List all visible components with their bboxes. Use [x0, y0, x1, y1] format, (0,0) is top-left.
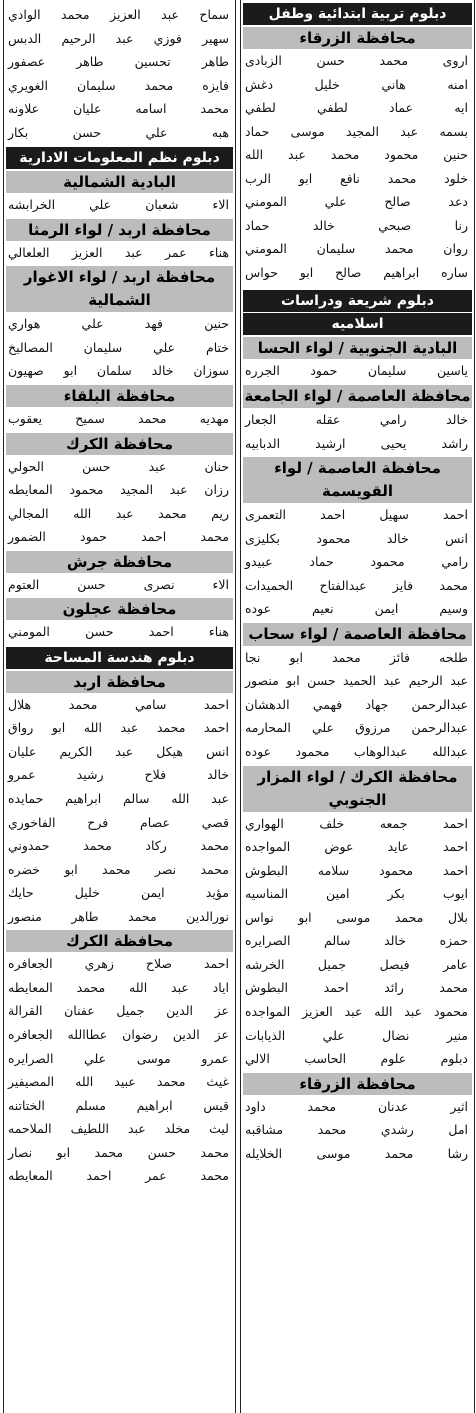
graduate-name: احمد سامي محمد هلال: [8, 696, 229, 712]
graduate-name: عبدالرحمن مرزوق علي المحارمه: [245, 720, 468, 736]
program-header-continued: اسلاميه: [243, 313, 472, 335]
graduate-name: عبد الله سالم ابراهيم حمايده: [8, 791, 229, 807]
graduate-name: طلحه فائز محمد ابو نجا: [245, 649, 468, 665]
graduate-name: سماح عبد العزيز محمد الوادي: [8, 7, 229, 22]
graduate-name: محمد رائد احمد البطوش: [245, 980, 468, 996]
region-header: محافظة الكرك: [6, 930, 233, 952]
graduate-name: مؤيد ايمن خليل حايك: [8, 885, 229, 901]
graduate-name: دبلوم علوم الحاسب الالي: [245, 1051, 468, 1067]
graduate-name: هبه علي حسن بكار: [8, 124, 229, 140]
graduate-name: محمد حسن محمد ابو نصار: [8, 1144, 229, 1160]
graduate-name: حمزه خالد سالم الصرايره: [245, 933, 468, 949]
graduate-name: ختام علي سليمان المصاليخ: [8, 339, 229, 355]
graduate-name: وسيم ايمن نعيم عوده: [245, 601, 468, 617]
graduate-name: عبدالرحمن جهاد فهمي الدهشان: [245, 696, 468, 712]
graduate-name: عبد الرحيم عبد الحميد حسن ابو منصور: [245, 673, 468, 689]
graduate-name: احمد عايد عوض المواجده: [245, 839, 468, 855]
region-header: محافظة الكرك: [6, 433, 233, 455]
graduate-name: اثير عدنان محمد داود: [245, 1098, 468, 1114]
graduate-name: انس هيكل عبد الكريم عليان: [8, 743, 229, 759]
graduate-name: محمد احمد حمود الضمور: [8, 529, 229, 545]
name-list: [4, 455, 235, 549]
name-list: [4, 407, 235, 431]
region-header: محافظة الزرقاء: [243, 27, 472, 49]
region-header: البادية الشمالية: [6, 171, 233, 193]
region-header: محافظة الكرك / لواء المزار الجنوبي: [243, 766, 472, 812]
graduate-name: اروى محمد حسن الزبادى: [245, 53, 468, 68]
graduate-name: نورالدين محمد طاهر منصور: [8, 908, 229, 924]
right-column: [240, 0, 475, 1413]
program-header: دبلوم نظم المعلومات الادارية: [6, 147, 233, 169]
graduate-name: بلال محمد موسى ابو نواس: [245, 909, 468, 925]
region-header: محافظة العاصمة / لواء الجامعة: [243, 385, 472, 408]
graduate-name: محمد ركاد محمد حمدوني: [8, 838, 229, 854]
graduate-name: حنين فهد علي هواري: [8, 316, 229, 332]
left-column: [3, 0, 236, 1413]
graduate-name: هناء عمر عبد العزيز العلعالي: [8, 244, 229, 260]
name-list: [4, 693, 235, 928]
graduate-name: بسمه عبد المجيد موسى حماد: [245, 123, 468, 139]
name-list: [4, 573, 235, 597]
name-list: [4, 620, 235, 644]
graduate-name: قصي عصام فرح الفاخوري: [8, 814, 229, 830]
region-header: محافظة العاصمة / لواء سحاب: [243, 623, 472, 646]
name-list: [241, 1095, 474, 1166]
graduate-name: امنه هاني خليل دغش: [245, 76, 468, 92]
name-list: [241, 646, 474, 764]
name-list: [4, 3, 235, 144]
region-header: محافظة جرش: [6, 551, 233, 573]
name-list: [241, 812, 474, 1071]
graduate-name: ايوب بكر امين المناسيه: [245, 886, 468, 902]
graduate-name: عز الدين رضوان عطاالله الجعافره: [8, 1026, 229, 1042]
graduate-name: الاء نصرى حسن العتوم: [8, 576, 229, 592]
graduate-name: سهير فوزي عبد الرحيم الدبس: [8, 30, 229, 46]
graduate-name: رامي محمود حماد عبيدو: [245, 554, 468, 570]
graduate-name: غيث محمد عبيد الله المصيفير: [8, 1074, 229, 1090]
graduate-name: طاهر تحسين طاهر عصفور: [8, 54, 229, 70]
graduate-name: حنين محمود محمد عبد الله: [245, 147, 468, 163]
graduate-name: محمود عبد الله عبد العزيز المواجده: [245, 1003, 468, 1019]
graduate-name: قيس ابراهيم مسلم الختاتنه: [8, 1097, 229, 1113]
program-header: دبلوم تربية ابتدائية وطفل: [243, 3, 472, 25]
graduate-name: هناء احمد حسن المومني: [8, 624, 229, 640]
graduate-name: احمد جمعه خلف الهواري: [245, 815, 468, 831]
graduate-name: عز الدين جميل عفنان القرالة: [8, 1003, 229, 1019]
graduate-name: دعد صالح علي المومني: [245, 194, 468, 210]
graduate-name: رنا صبحي خالد حماد: [245, 217, 468, 233]
graduate-name: احمد محمود سلامه البطوش: [245, 862, 468, 878]
graduate-name: ريم محمد عبد الله المجالي: [8, 505, 229, 521]
graduate-name: منير نضال علي الذيابات: [245, 1027, 468, 1043]
graduate-name: ساره ابراهيم صالح ابو حواس: [245, 264, 468, 280]
region-header: محافظة الزرقاء: [243, 1073, 472, 1095]
region-header: محافظة العاصمة / لواء القويسمة: [243, 457, 472, 503]
graduate-name: محمد فايز عبدالفتاح الحميدات: [245, 577, 468, 593]
region-header: محافظة اربد / لواء الرمثا: [6, 219, 233, 241]
graduate-name: محمد عمر احمد المعايطه: [8, 1168, 229, 1184]
graduate-name: امل رشدي محمد مشاقبه: [245, 1122, 468, 1138]
name-list: [4, 193, 235, 217]
graduate-name: ياسين سليمان حمود الجرره: [245, 363, 468, 379]
name-list: [4, 312, 235, 383]
graduate-name: خلود محمد نافع ابو الرب: [245, 170, 468, 186]
program-header: دبلوم شريعة ودراسات: [243, 290, 472, 312]
name-list: [241, 503, 474, 621]
graduate-name: فايزه محمد سليمان الغويري: [8, 77, 229, 93]
graduate-name: اياد عبد الله محمد المعايطه: [8, 979, 229, 995]
region-header: محافظة اربد / لواء الاغوار الشمالية: [6, 266, 233, 312]
graduate-name: راشد يحيى ارشيد الدبابيه: [245, 435, 468, 451]
name-list: [241, 408, 474, 455]
graduate-name: محمد نصر محمد ابو خضره: [8, 861, 229, 877]
graduate-name: مهديه محمد سميح يعقوب: [8, 411, 229, 427]
graduate-name: خالد رامي عقله الجعار: [245, 412, 468, 428]
region-header: محافظة عجلون: [6, 598, 233, 620]
name-list: [241, 49, 474, 284]
graduate-name: احمد صلاح زهري الجعافره: [8, 956, 229, 972]
graduate-name: عبدالله عبدالوهاب محمود عوده: [245, 744, 468, 760]
name-list: [241, 359, 474, 383]
graduate-name: رزان عبد المجيد محمود المعايطه: [8, 482, 229, 498]
graduate-name: احمد سهيل احمد التعمرى: [245, 507, 468, 523]
region-header: البادية الجنوبية / لواء الحسا: [243, 337, 472, 359]
graduate-name: حنان عبد حسن الحولي: [8, 458, 229, 474]
graduate-name: انس خالد محمود بكليزى: [245, 530, 468, 546]
graduate-name: خالد فلاح رشيد عمرو: [8, 767, 229, 783]
graduate-name: سوزان خالد سلمان ابو صهيون: [8, 363, 229, 379]
graduate-name: عامر فيصل جميل الخرشه: [245, 956, 468, 972]
graduate-name: ايه عماد لطفي لطفي: [245, 100, 468, 116]
region-header: محافظة اربد: [6, 671, 233, 693]
program-header: دبلوم هندسة المساحة: [6, 647, 233, 669]
region-header: محافظة البلقاء: [6, 385, 233, 407]
graduate-name: الاء شعبان علي الخرابشه: [8, 197, 229, 213]
graduate-name: رشا محمد موسى الخلايله: [245, 1145, 468, 1161]
graduate-name: عمرو موسى علي الصرايره: [8, 1050, 229, 1066]
graduate-name: احمد محمد عبد الله ابو رواق: [8, 720, 229, 736]
graduate-name: ليث مخلد عبد اللطيف الملاحمه: [8, 1121, 229, 1137]
name-list: [4, 241, 235, 265]
graduate-name: محمد اسامه عليان علاونه: [8, 101, 229, 117]
graduate-name: روان محمد سليمان المومني: [245, 241, 468, 257]
name-list: [4, 952, 235, 1187]
